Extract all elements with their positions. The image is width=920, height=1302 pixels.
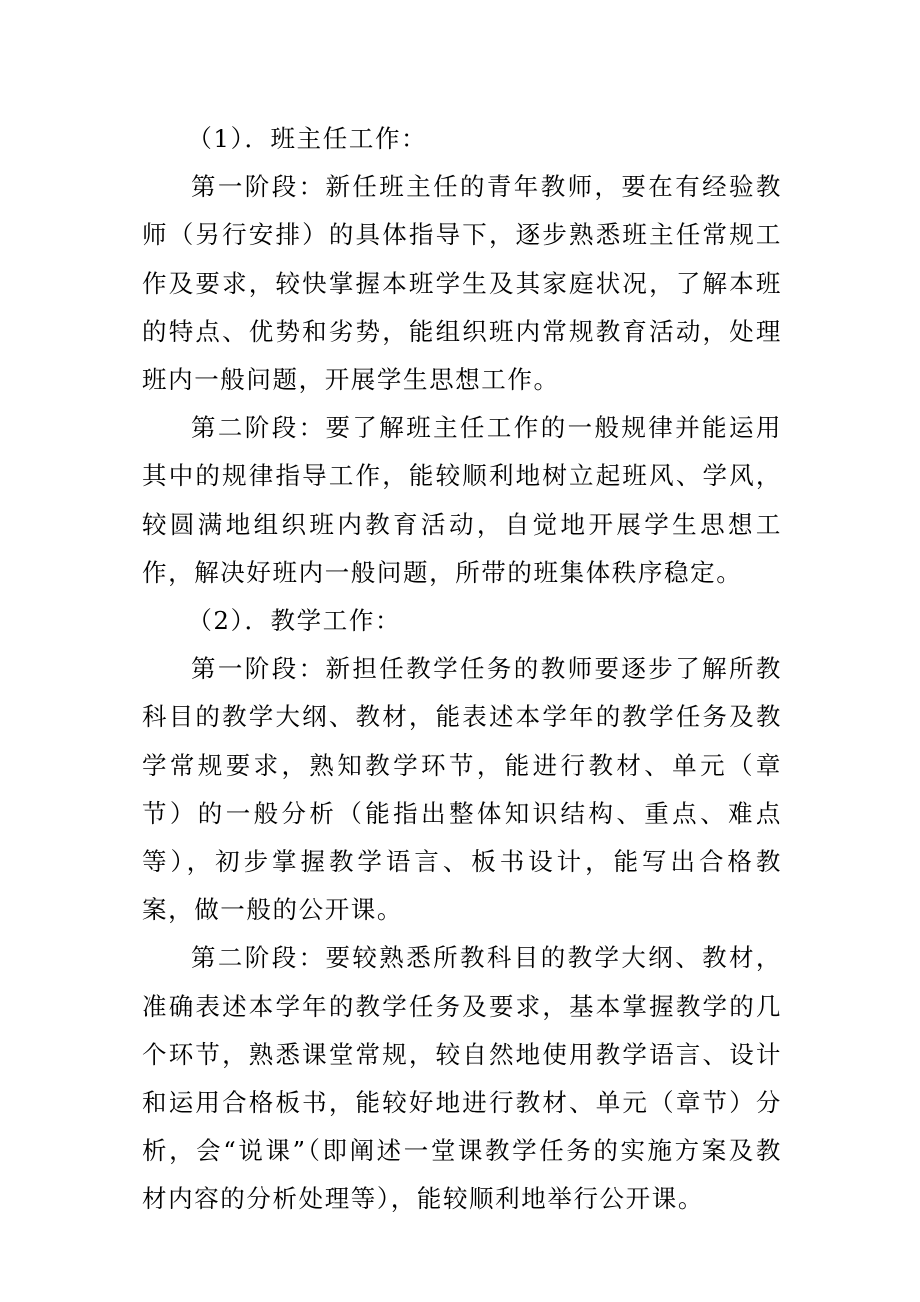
paragraph-teaching-stage-one: 第一阶段：新担任教学任务的教师要逐步了解所教科目的教学大纲、教材，能表述本学年的教学任务及教学常规要求，熟知教学环节，能进行教材、单元（章节）的一般分析（能指出整体知识结构、重点、难点等），初步掌握教学语言、板书设计，能写出合格教案，做一般的公开课。 bbox=[142, 654, 782, 925]
paragraph-head-teacher-stage-two: 第二阶段：要了解班主任工作的一般规律并能运用其中的规律指导工作，能较顺利地树立起班风、学风，较圆满地组织班内教育活动，自觉地开展学生思想工作，解决好班内一般问题，所带的班集体秩序稳定。 bbox=[142, 413, 782, 587]
paragraph-teaching-stage-two: 第二阶段：要较熟悉所教科目的教学大纲、教材，准确表述本学年的教学任务及要求，基本掌握教学的几个环节，熟悉课堂常规，较自然地使用教学语言、设计和运用合格板书，能较好地进行教材、单元（章节）分析，会“说课”（即阐述一堂课教学任务的实施方案及教材内容的分析处理等），能较顺利地举行公开课。 bbox=[142, 943, 782, 1214]
section-heading-head-teacher-work: （1）．班主任工作： bbox=[187, 124, 428, 153]
paragraph-head-teacher-stage-one: 第一阶段：新任班主任的青年教师，要在有经验教师（另行安排）的具体指导下，逐步熟悉班主任常规工作及要求，较快掌握本班学生及其家庭状况，了解本班的特点、优势和劣势，能组织班内常规教育活动，处理班内一般问题，开展学生思想工作。 bbox=[142, 172, 782, 395]
section-heading-teaching-work: （2）．教学工作： bbox=[187, 606, 402, 636]
document-body bbox=[142, 115, 782, 1224]
